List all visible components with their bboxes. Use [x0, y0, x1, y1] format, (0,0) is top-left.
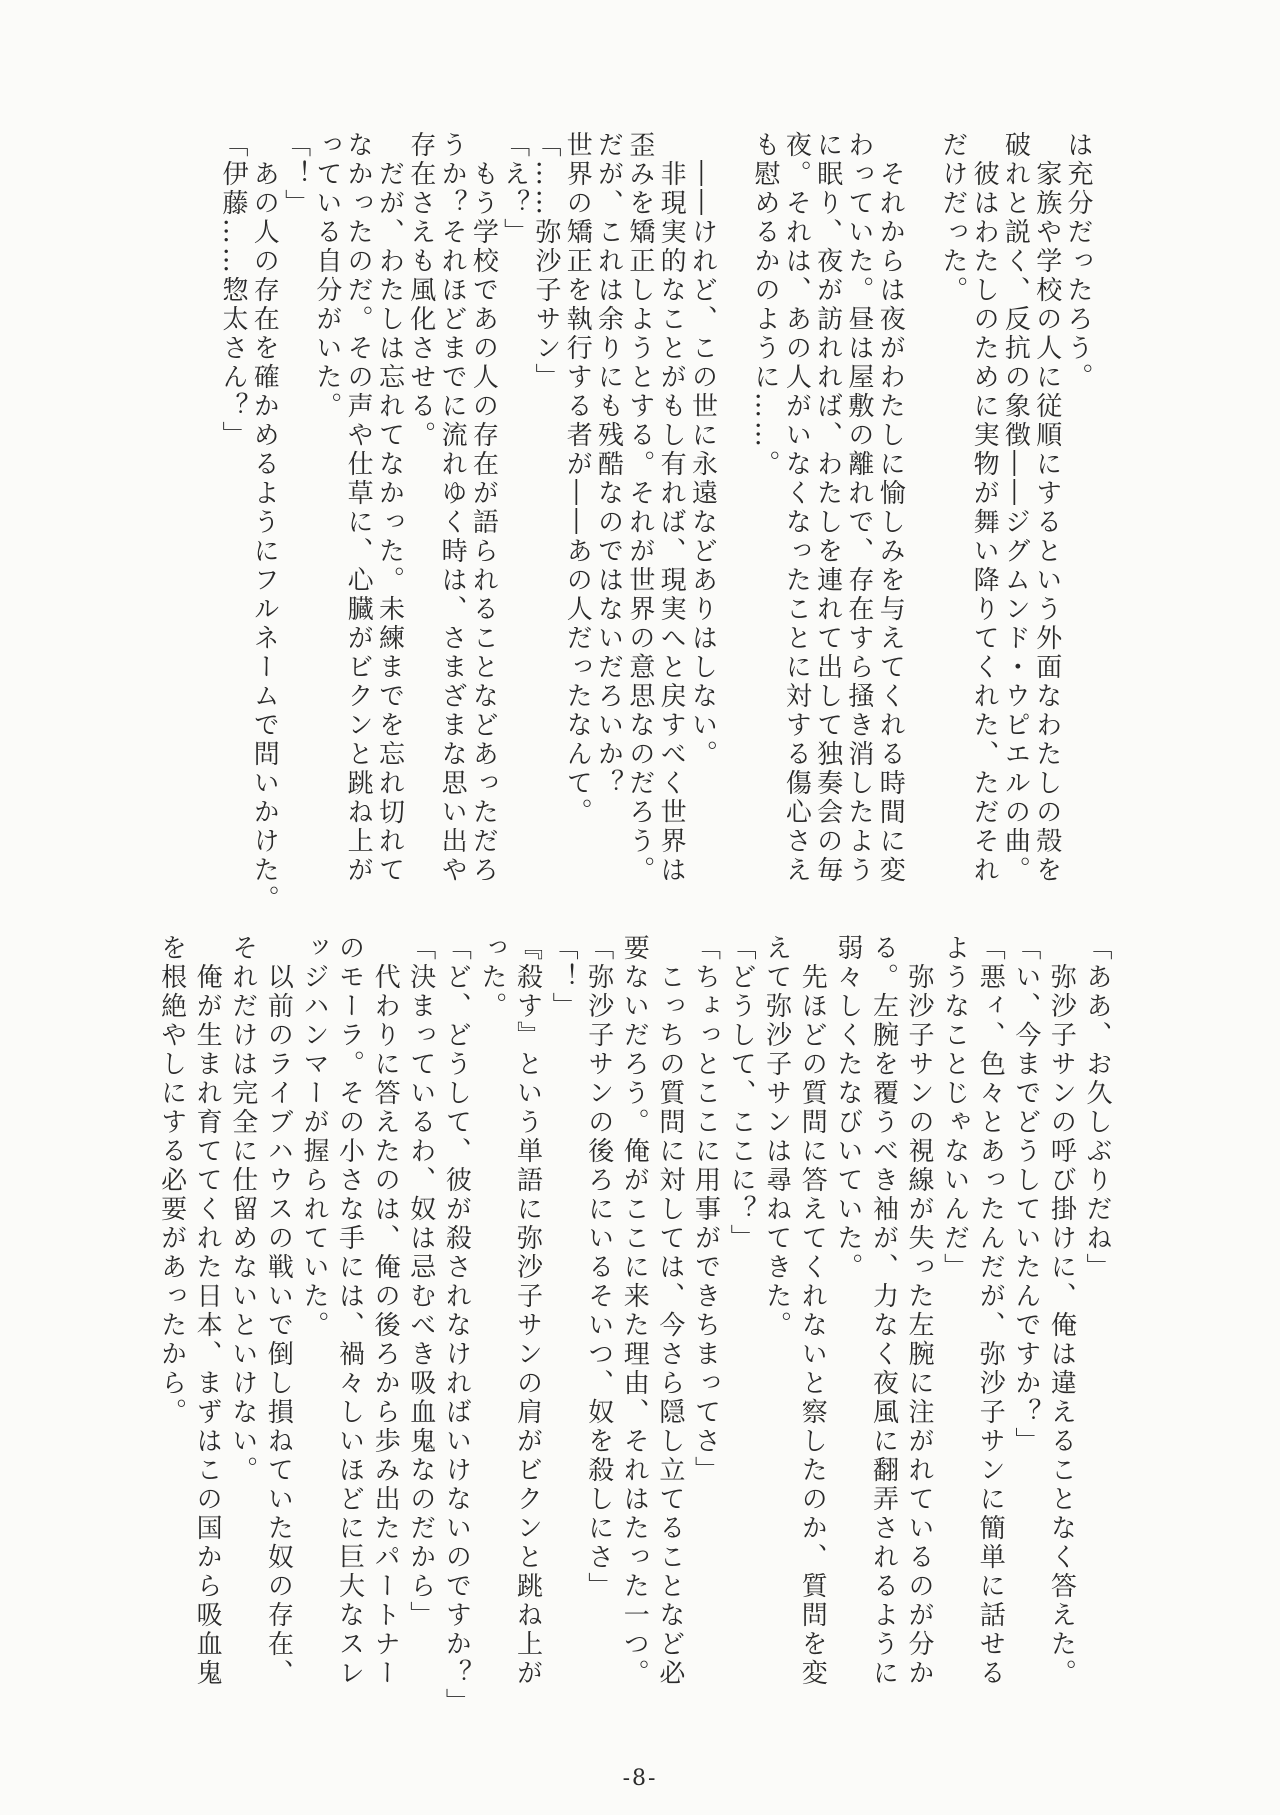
text-column: 「い、今までどうしていたんですか？」	[1010, 934, 1041, 1456]
text-column: は充分だったろう。	[1063, 131, 1093, 392]
lower-text-block	[153, 934, 1114, 1754]
text-column: 「え？」	[499, 131, 530, 247]
text-column: 「伊藤……惣太さん？」	[217, 131, 248, 450]
text-column: 弱々しくたなびいていた。	[832, 934, 863, 1282]
text-column: 『殺す』という単語に弥沙子サンの肩がビクンと跳ね上が	[512, 934, 543, 1688]
text-column: った。	[476, 934, 507, 1021]
text-column: 弥沙子サンの呼び掛けに、俺は違えることなく答えた。	[1046, 934, 1077, 1688]
text-column: ――けれど、この世に永遠などありはしない。	[687, 131, 718, 769]
text-column: 世界の矯正を執行する者が――あの人だったなんて。	[562, 131, 593, 827]
text-column: 「……弥沙子サン」	[530, 131, 561, 392]
text-column: 「ど、どうして、彼が殺されなければいけないのですか？」	[441, 934, 472, 1717]
text-column: だけだった。	[937, 131, 968, 305]
text-column: なかったのだ。その声や仕草に、心臓がビクンと跳ね上が	[343, 131, 374, 885]
text-column: も慰めるかのように……。	[750, 131, 781, 479]
text-column: あの人の存在を確かめるようにフルネームで問いかけた。	[249, 131, 280, 914]
text-column: に眠り、夜が訪れれば、わたしを連れて出して独奏会の毎	[812, 131, 843, 885]
text-column: 代わりに答えたのは、俺の後ろから歩み出たパートナー	[370, 934, 401, 1688]
text-column: のモーラ。その小さな手には、禍々しいほどに巨大なスレ	[334, 934, 365, 1688]
text-column: 「弥沙子サンの後ろにいるそいつ、奴を殺しにさ」	[583, 934, 614, 1601]
text-column: 非現実的なことがもし有れば、現実へと戻すべく世界は	[656, 131, 687, 885]
text-column: 彼はわたしのために実物が舞い降りてくれた、ただそれ	[969, 131, 1000, 885]
text-column: えて弥沙子サンは尋ねてきた。	[761, 934, 792, 1340]
text-column: うか？それほどまでに流れゆく時は、さまざまな思い出や	[437, 131, 468, 885]
text-column: だが、わたしは忘れてなかった。未練までを忘れ切れて	[374, 131, 405, 885]
text-column	[717, 131, 748, 901]
text-column: 夜。それは、あの人がいなくなったことに対する傷心さえ	[781, 131, 812, 885]
text-column: る。左腕を覆うべき袖が、力なく夜風に翻弄されるように	[868, 934, 899, 1688]
text-column: 存在さえも風化させる。	[405, 131, 436, 450]
text-column: ッジハンマーが握られていた。	[298, 934, 329, 1340]
text-column: わっていた。昼は屋敷の離れで、存在すら掻き消したよう	[843, 131, 874, 885]
text-column: 俺が生まれ育ててくれた日本、まずはこの国から吸血鬼	[192, 934, 223, 1688]
text-column: 要ないだろう。俺がここに来た理由、それはたった一つ。	[619, 934, 650, 1688]
text-column: それからは夜がわたしに愉しみを与えてくれる時間に変	[875, 131, 906, 885]
text-column: 「決まっているわ、奴は忌むべき吸血鬼なのだから」	[405, 934, 436, 1630]
text-column: 「！」	[280, 131, 311, 218]
text-column: っている自分がいた。	[311, 131, 342, 421]
text-column: 先ほどの質問に答えてくれないと察したのか、質問を変	[797, 934, 828, 1688]
text-column: 「悪ィ、色々とあったんだが、弥沙子サンに簡単に話せる	[975, 934, 1006, 1688]
page-number: -8-	[622, 1766, 658, 1791]
text-column: それだけは完全に仕留めないといけない。	[227, 934, 258, 1485]
text-column: 家族や学校の人に従順にするという外面なわたしの殻を	[1031, 131, 1062, 885]
text-column: を根絶やしにする必要があったから。	[156, 934, 187, 1427]
upper-text-block	[166, 131, 1093, 914]
text-column: 「ああ、お久しぶりだね」	[1082, 934, 1112, 1282]
text-column: ようなことじゃないんだ」	[939, 934, 970, 1282]
text-column: 「どうして、ここに？」	[726, 934, 757, 1253]
text-column: 「ちょっとここに用事ができちまってさ」	[690, 934, 721, 1485]
text-column: 破れと説く、反抗の象徴――ジグムンド・ウピエルの曲。	[1000, 131, 1031, 885]
text-column: 「！」	[548, 934, 579, 1021]
text-column: だが、これは余りにも残酷なのではないだろいか？	[593, 131, 624, 798]
text-column: 以前のライブハウスの戦いで倒し損ねていた奴の存在、	[263, 934, 294, 1688]
text-column: 弥沙子サンの視線が失った左腕に注がれているのが分か	[904, 934, 935, 1688]
text-column: もう学校であの人の存在が語られることなどあっただろ	[468, 131, 499, 885]
text-column: 歪みを矯正しようとする。それが世界の意思なのだろう。	[624, 131, 655, 885]
text-column	[905, 131, 936, 901]
text-column: こっちの質問に対しては、今さら隠し立てることなど必	[654, 934, 685, 1688]
